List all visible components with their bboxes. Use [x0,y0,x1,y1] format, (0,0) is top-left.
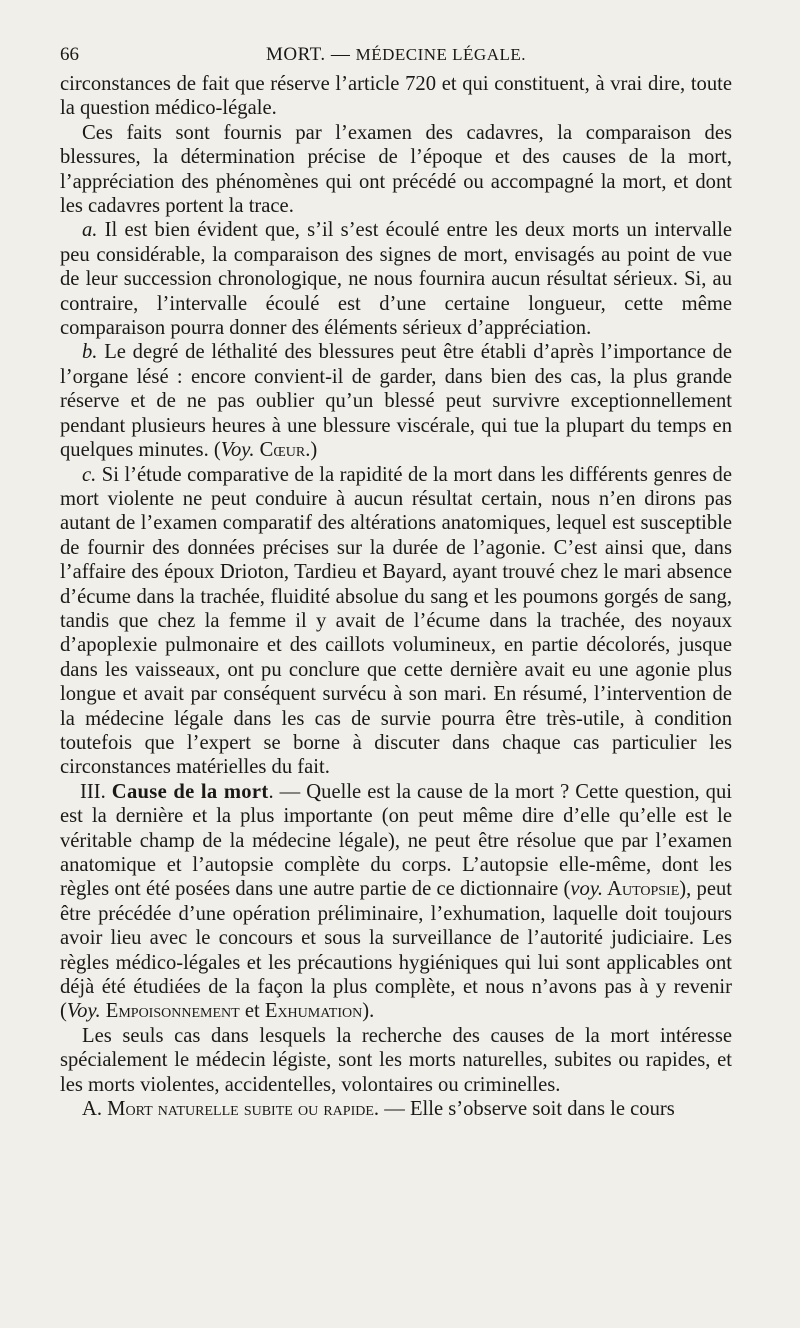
cross-reference-autopsie: Autopsie [603,878,680,901]
section-iii-text-a: . — Quelle est la cause de la mort ? Cette question, qui est la dernière et la plus importante (on peut même dire d’elle qu’elle est le véritable champ de la médecine légale), ne peut être résolue que par l’examen anatomique et l’autopsie complète du corps. L’autopsie elle-même, dont les règles ont été posées dans une autre partie de ce dictionnaire ( [60,780,733,901]
paragraph-facts: Ces faits sont fournis par l’examen des cadavres, la comparaison des blessures, la détermination précise de l’époque et des causes de la mort, l’appréciation des phénomènes qui ont précédé ou accompagné la mort, et dont les cadavres portent la trace. [60,121,732,218]
paragraph-c [60,463,732,780]
running-title-main: MORT. [265,44,326,65]
section-iii-text-b: ), peut être précédée d’une opération préliminaire, l’exhumation, laquelle doit toujours avoir lieu avec le concours et sous la surveillance de l’autorité judiciaire. Les règles médico-légales et les précautions hygiéniques qui lui sont applicables ont déjà été étudiées de la façon la plus complète, et nous n’avons pas à y revenir ( [60,878,732,1023]
section-iii [60,780,732,1024]
running-title-sub: MÉDECINE LÉGALE. [355,45,526,64]
body-text [60,72,732,1121]
section-heading-cause: Cause de la mort [111,780,269,803]
page-number: 66 [60,44,79,65]
cross-reference-empoisonnement: Empoisonnement [100,1000,240,1023]
voy-reference-3: Voy. [66,1000,101,1023]
running-title [60,44,732,66]
paragraph-continuation: circonstances de fait que réserve l’article 720 et qui constituent, à vrai dire, toute la question médico-légale. [60,73,732,120]
subsection-a [60,1097,732,1121]
cross-reference-coeur: Cœur [254,439,306,462]
item-label-b: b. [82,341,98,364]
paragraph-a-text: Il est bien évident que, s’il s’est écoulé entre les deux morts un intervalle peu considérable, la comparaison des signes de mort, envisagés au point de vue de leur succession chronologique, ne nous fournira aucun résultat sérieux. Si, au contraire, l’intervalle écoulé est d’une certaine longueur, cette même comparaison pourra donner des éléments sérieux d’appréciation. [60,219,732,340]
paragraph-c-text: Si l’étude comparative de la rapidité de la mort dans les différents genres de mort violente ne peut conduire à aucun résultat certain, nous n’en dirons pas autant de l’examen comparatif des altérations anatomiques, lequel est susceptible de fournir des données précises sur la durée de l’agonie. C’est ainsi que, dans l’affaire des époux Drioton, Tardieu et Bayard, ayant trouvé chez le mari absence d’écume dans la trachée, fluidité absolue du sang et les poumons gorgés de sang, tandis que chez la femme il y avait de l’écume dans la trachée, des noyaux d’apoplexie pulmonaire et des caillots volumineux, en partie décolorés, jusque dans les vaisseaux, ont pu conclure que cette dernière avait eu une agonie plus longue et avait par conséquent survécu à son mari. En résumé, l’intervention de la médecine légale dans les cas de survie pourra être très-utile, à condition toutefois que l’expert se borne à discuter dans chaque cas particulier les circonstances matérielles du fait. [60,463,732,779]
paragraph-b-end: .) [305,439,318,462]
voy-reference-2: voy. [570,878,603,901]
section-iii-end: ). [362,1000,375,1023]
paragraph-b [60,340,732,462]
cross-reference-exhumation: Exhumation [264,1000,363,1023]
paragraph-cases: Les seuls cas dans lesquels la recherche des causes de la mort intéresse spécialement le médecin légiste, sont les morts naturelles, subites ou rapides, et les morts violentes, accidentelles, volontaires ou criminelles. [60,1024,732,1096]
item-label-c: c. [82,463,97,486]
item-label-a: a. [82,219,98,242]
subsection-label: A. [82,1098,108,1121]
voy-reference: Voy. [220,439,255,462]
conjunction-et: et [239,1000,265,1023]
running-header [60,44,732,70]
paragraph-b-text: Le degré de léthalité des blessures peut être établi d’après l’importance de l’organe lésé : encore convient-il de garder, dans bien des cas, la plus grande réserve et de ne pas oublier qu’un blessé peut survivre exceptionnellement pendant plusieurs heures à une blessure viscérale, qui tue la plupart du temps en quelques minutes. ( [60,341,732,462]
paragraph-a [60,218,732,340]
section-number: III. [80,780,112,803]
subsection-a-text: . — Elle s’observe soit dans le cours [373,1098,675,1121]
running-title-separator: — [325,44,356,65]
subsection-heading: Mort naturelle subite ou rapide [107,1098,374,1121]
